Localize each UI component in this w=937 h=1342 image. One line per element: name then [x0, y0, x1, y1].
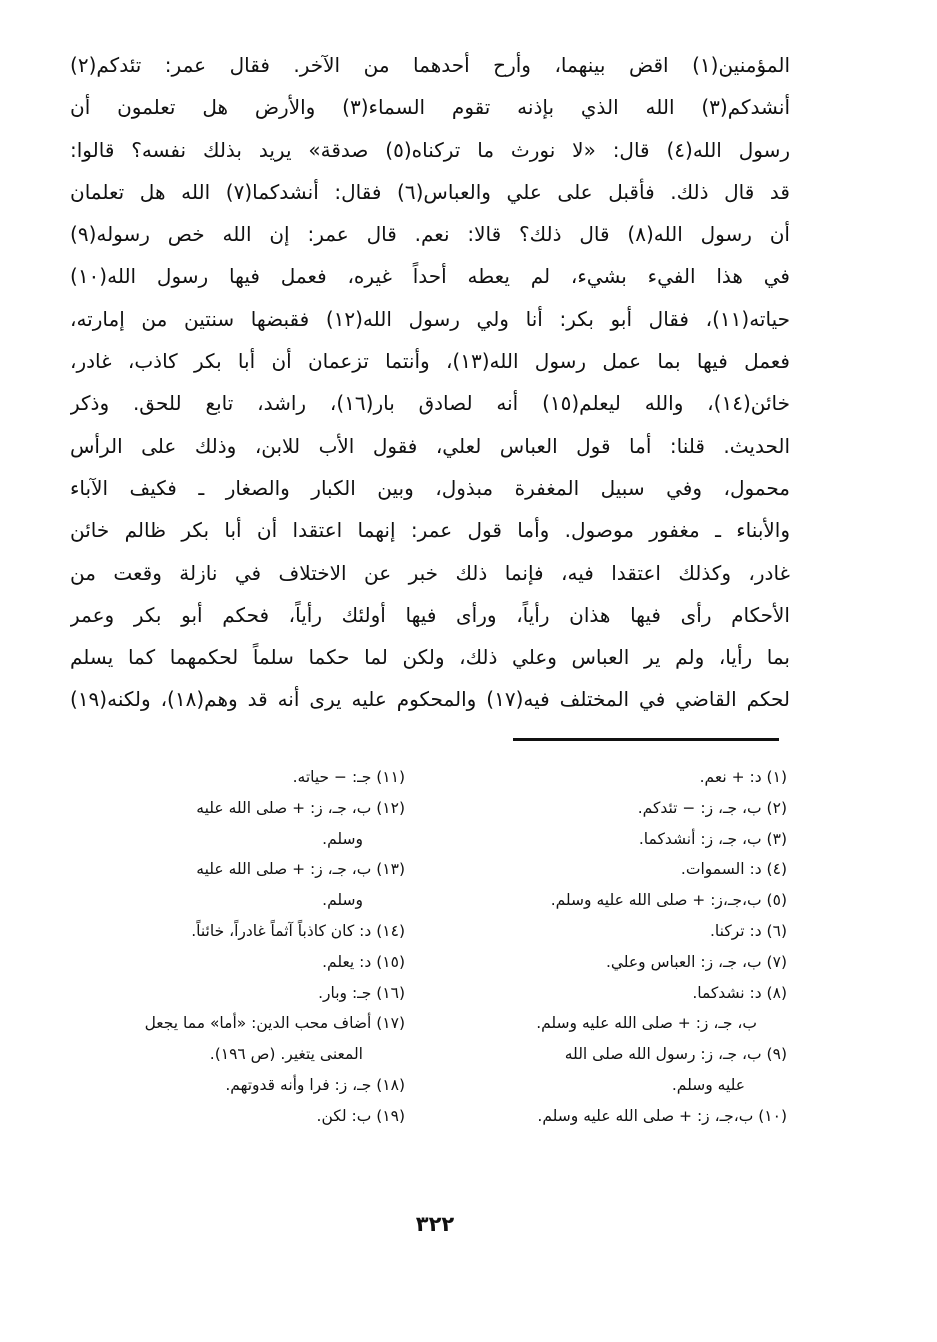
footnote-line: (١٠) ب،جـ، ز: + صلى الله عليه وسلم.: [537, 1106, 787, 1125]
text-line: الحديث. قلنا: أما قول العباس لعلي، فقول الأب للابن، وذلك على الرأس: [70, 433, 790, 458]
footnote-line: (٤) د: السموات.: [680, 860, 787, 879]
text-line: بما رأيا، ولم ير العباس وعلي ذلك، ولكن لما حكما سلماً لحكمهما كما يسلم: [70, 645, 790, 670]
footnote-line: (١٧) أضاف محب الدين: «أما» مما يجعل: [144, 1014, 405, 1033]
footnotes-left-column: [75, 762, 405, 1132]
footnote-line: (٣) ب، جـ، ز: أنشدكما.: [638, 829, 787, 848]
footnote-line: (١٦) جـ: وبار.: [318, 983, 405, 1002]
footnote-line: ب، جـ، ز: + صلى الله عليه وسلم.: [536, 1014, 757, 1033]
footnote-line: وسلم.: [322, 829, 363, 848]
footnote-line: المعنى يتغير. (ص ١٩٦).: [209, 1045, 363, 1064]
footnote-line: (٦) د: تركنا.: [710, 921, 787, 940]
main-text-body: [70, 44, 790, 721]
footnote-line: (١٣) ب، جـ، ز: + صلى الله عليه: [196, 860, 405, 879]
text-line: أنشدكم(٣) الله الذي بإذنه تقوم السماء(٣) والأرض هل تعلمون أن: [70, 95, 790, 120]
footnote-line: (٥) ب،جـ،ز: + صلى الله عليه وسلم.: [550, 891, 787, 910]
text-line: والأبناء ـ مغفور موصول. وأما قول عمر: إنهما اعتقدا أن أبا بكر ظالم خائن: [70, 518, 790, 543]
text-line: غادر، وكذلك اعتقدا فيه، فإنما ذلك خبر عن الاختلاف في نازلة وقعت من: [70, 560, 790, 585]
footnote-line: (١١) جـ: − حياته.: [292, 768, 405, 786]
footnotes-right-column: [462, 762, 787, 1132]
footnote-line: (١٢) ب، جـ، ز: + صلى الله عليه: [196, 798, 405, 817]
text-line: قد قال ذلك. فأقبل على علي والعباس(٦) فقال: أنشدكما(٧) الله هل تعلمان: [70, 179, 790, 204]
text-line: الأحكام رأى فيها هذان رأياً، ورأى فيها أولئك رأياً، فحكم أبو بكر وعمر: [70, 602, 790, 627]
footnote-line: (٧) ب، جـ، ز: العباس وعلي.: [605, 952, 787, 971]
page-number: ٣٢٢: [415, 1212, 455, 1236]
footnote-line: وسلم.: [322, 891, 363, 910]
footnote-line: عليه وسلم.: [671, 1075, 745, 1094]
text-line: فعمل فيها بما عمل رسول الله(١٣)، وأنتما تزعمان أن أبا بكر كاذب، غادر،: [70, 349, 790, 374]
footnote-line: (١٤) د: كان كاذباً آثماً غادراً، خائناً.: [191, 921, 405, 940]
text-line: لحكم القاضي في المختلف فيه(١٧) والمحكوم عليه يرى أنه قد وهم(١٨)، ولكنه(١٩): [70, 687, 790, 712]
footnote-line: (١٥) د: يعلم.: [322, 952, 405, 971]
footnote-line: (١٩) ب: لكن.: [316, 1106, 405, 1125]
text-line: في هذا الفيء بشيء، لم يعطه أحداً غيره، فعمل فيها رسول الله(١٠): [70, 264, 790, 289]
footnote-line: (٢) ب، جـ، ز: − تئدكم.: [637, 798, 787, 817]
footnote-line: (١) د: + نعم.: [699, 768, 787, 786]
footnote-divider: [513, 738, 779, 741]
text-line: رسول الله(٤) قال: «لا نورث ما تركناه(٥) صدقة» يريد بذلك نفسه؟ قالوا:: [70, 137, 790, 162]
text-line: حياته(١١)، فقال أبو بكر: أنا ولي رسول الله(١٢) فقبضها سنتين من إمارته،: [70, 306, 790, 331]
text-line: أن رسول الله(٨) قال ذلك؟ قالا: نعم. قال عمر: إن الله خص رسوله(٩): [70, 222, 790, 247]
text-line: محمول، وفي سبيل المغفرة مبذول، وبين الكبار والصغار ـ فكيف الآباء: [70, 475, 790, 500]
footnote-line: (٩) ب، جـ، ز: رسول الله صلى الله: [564, 1045, 787, 1064]
text-line: خائن(١٤)، والله ليعلم(١٥) أنه لصادق بار(١٦)، راشد، تابع للحق. وذكر: [70, 391, 790, 416]
footnote-line: (١٨) جـ، ز: فرا وأنه قدوتهم.: [225, 1075, 405, 1094]
footnote-line: (٨) د: نشدكما.: [692, 983, 787, 1002]
text-line: المؤمنين(١) اقض بينهما، وأرح أحدهما من الآخر. فقال عمر: تئدكم(٢): [70, 53, 790, 77]
